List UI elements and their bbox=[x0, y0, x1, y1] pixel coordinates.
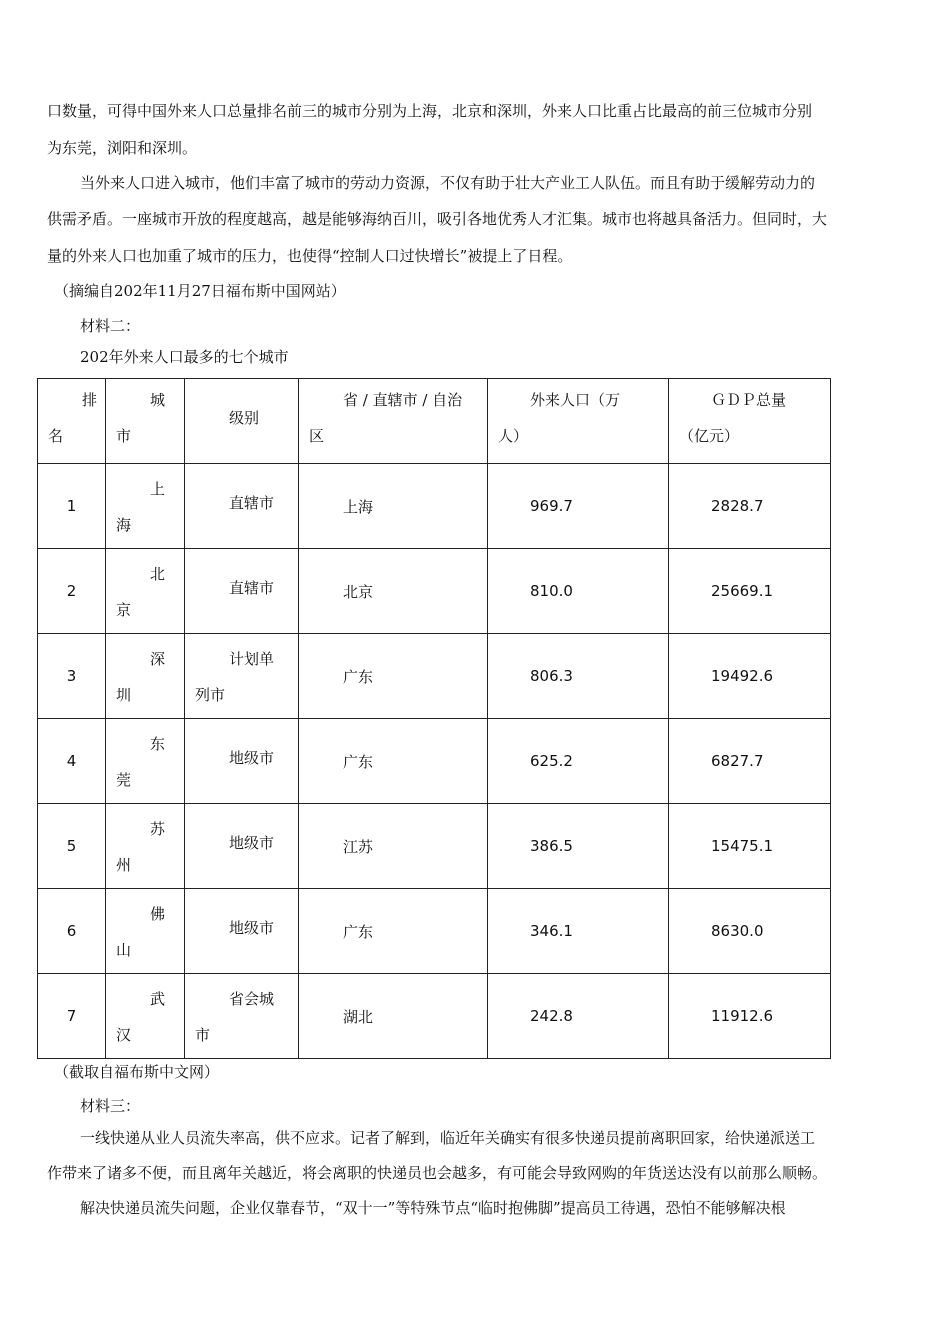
paragraph-2-line-2: 供需矛盾。一座城市开放的程度越高，越是能够海纳百川，吸引各地优秀人才汇集。城市也将越具备活力。但同时，大 bbox=[47, 210, 828, 228]
table-row bbox=[38, 719, 831, 804]
cell-rank: 6 bbox=[38, 889, 106, 974]
cell-province: 上海 bbox=[299, 464, 488, 549]
cell-gdp: 19492.6 bbox=[669, 634, 831, 719]
cell-level: 省会城 市 bbox=[185, 974, 299, 1059]
paragraph-3-line-2: 作带来了诸多不便，而且离年关越近，将会离职的快递员也会越多，有可能会导致网购的年货送达没有以前那么顺畅。 bbox=[47, 1164, 828, 1182]
cell-level: 地级市 bbox=[185, 804, 299, 889]
material-2-heading: 材料二： bbox=[80, 317, 141, 335]
cell-rank: 1 bbox=[38, 464, 106, 549]
cell-rank: 4 bbox=[38, 719, 106, 804]
table-row bbox=[38, 634, 831, 719]
header-city: 城 市 bbox=[106, 379, 185, 464]
cell-population: 386.5 bbox=[488, 804, 669, 889]
cell-rank: 5 bbox=[38, 804, 106, 889]
cell-rank: 7 bbox=[38, 974, 106, 1059]
cell-rank: 3 bbox=[38, 634, 106, 719]
cell-gdp: 25669.1 bbox=[669, 549, 831, 634]
cell-province: 湖北 bbox=[299, 974, 488, 1059]
cell-rank: 2 bbox=[38, 549, 106, 634]
cell-gdp: 11912.6 bbox=[669, 974, 831, 1059]
cell-level: 地级市 bbox=[185, 719, 299, 804]
material-3-heading: 材料三： bbox=[80, 1097, 141, 1115]
table-caption: 202年外来人口最多的七个城市 bbox=[80, 348, 289, 366]
header-gdp: ＧＤＰ总量 （亿元） bbox=[669, 379, 831, 464]
source-note-2: （截取自福布斯中文网） bbox=[54, 1063, 220, 1081]
table-row bbox=[38, 974, 831, 1059]
cell-population: 242.8 bbox=[488, 974, 669, 1059]
table-row bbox=[38, 889, 831, 974]
cell-population: 625.2 bbox=[488, 719, 669, 804]
cell-city: 佛 山 bbox=[106, 889, 185, 974]
cell-province: 广东 bbox=[299, 634, 488, 719]
cell-city: 北 京 bbox=[106, 549, 185, 634]
cell-city: 武 汉 bbox=[106, 974, 185, 1059]
cell-population: 810.0 bbox=[488, 549, 669, 634]
paragraph-2-line-1: 当外来人口进入城市，他们丰富了城市的劳动力资源，不仅有助于壮大产业工人队伍。而且有助于缓解劳动力的 bbox=[80, 174, 816, 192]
cell-city: 苏 州 bbox=[106, 804, 185, 889]
cell-province: 广东 bbox=[299, 719, 488, 804]
cell-gdp: 15475.1 bbox=[669, 804, 831, 889]
migrant-population-table bbox=[37, 378, 831, 1059]
cell-city: 上 海 bbox=[106, 464, 185, 549]
cell-gdp: 8630.0 bbox=[669, 889, 831, 974]
cell-province: 广东 bbox=[299, 889, 488, 974]
cell-province: 北京 bbox=[299, 549, 488, 634]
header-population: 外来人口（万 人） bbox=[488, 379, 669, 464]
cell-city: 深 圳 bbox=[106, 634, 185, 719]
cell-population: 346.1 bbox=[488, 889, 669, 974]
source-note-1: （摘编自202年11月27日福布斯中国网站） bbox=[54, 282, 346, 300]
cell-level: 计划单 列市 bbox=[185, 634, 299, 719]
cell-province: 江苏 bbox=[299, 804, 488, 889]
paragraph-3-line-1: 一线快递从业人员流失率高，供不应求。记者了解到，临近年关确实有很多快递员提前离职回家，给快递派送工 bbox=[80, 1129, 816, 1147]
cell-gdp: 6827.7 bbox=[669, 719, 831, 804]
header-province: 省 / 直辖市 / 自治 区 bbox=[299, 379, 488, 464]
cell-level: 直辖市 bbox=[185, 549, 299, 634]
cell-gdp: 2828.7 bbox=[669, 464, 831, 549]
cell-city: 东 莞 bbox=[106, 719, 185, 804]
paragraph-1-line-2: 为东莞，浏阳和深圳。 bbox=[47, 139, 198, 157]
cell-population: 806.3 bbox=[488, 634, 669, 719]
paragraph-1-line-1: 口数量，可得中国外来人口总量排名前三的城市分别为上海，北京和深圳，外来人口比重占比最高的前三位城市分别 bbox=[47, 102, 813, 120]
cell-level: 直辖市 bbox=[185, 464, 299, 549]
paragraph-2-line-3: 量的外来人口也加重了城市的压力，也使得“控制人口过快增长”被提上了日程。 bbox=[47, 247, 573, 265]
header-level: 级别 bbox=[185, 379, 299, 464]
table-header-row bbox=[38, 379, 831, 464]
cell-population: 969.7 bbox=[488, 464, 669, 549]
table-row bbox=[38, 549, 831, 634]
cell-level: 地级市 bbox=[185, 889, 299, 974]
paragraph-4-line-1: 解决快递员流失问题，企业仅靠春节，“双十一”等特殊节点“临时抱佛脚”提高员工待遇，恐怕不能够解决根 bbox=[80, 1199, 786, 1217]
header-rank: 排 名 bbox=[38, 379, 106, 464]
table-row bbox=[38, 804, 831, 889]
table-row bbox=[38, 464, 831, 549]
